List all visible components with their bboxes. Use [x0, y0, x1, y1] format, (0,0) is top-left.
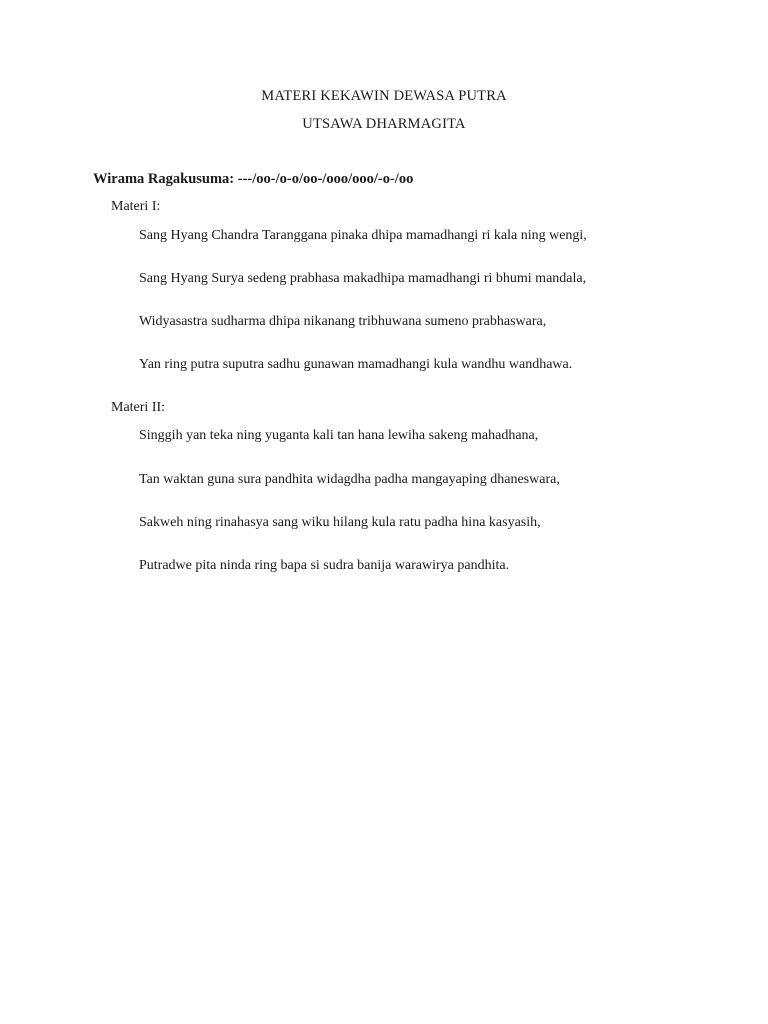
document-subtitle: UTSAWA DHARMAGITA	[302, 116, 466, 132]
materi-1-line-4: Yan ring putra suputra sadhu gunawan mamadhangi kula wandhu wandhawa.	[139, 357, 573, 372]
materi-1-line-1: Sang Hyang Chandra Taranggana pinaka dhipa mamadhangi ri kala ning wengi,	[139, 228, 587, 243]
wirama-pattern: ---/oo-/o-o/oo-/ooo/ooo/-o-/oo	[237, 171, 414, 187]
materi-1-label: Materi I:	[111, 199, 161, 214]
materi-1-line-2: Sang Hyang Surya sedeng prabhasa makadhipa mamadhangi ri bhumi mandala,	[139, 271, 587, 286]
document-title: MATERI KEKAWIN DEWASA PUTRA	[261, 88, 507, 104]
materi-2-line-2: Tan waktan guna sura pandhita widagdha padha mangayaping dhaneswara,	[139, 472, 560, 487]
wirama-heading	[93, 171, 413, 188]
materi-2-line-3: Sakweh ning rinahasya sang wiku hilang kula ratu padha hina kasyasih,	[139, 515, 541, 530]
materi-1-line-3: Widyasastra sudharma dhipa nikanang tribhuwana sumeno prabhaswara,	[139, 314, 547, 329]
materi-2-label: Materi II:	[111, 400, 166, 415]
materi-2-line-1: Singgih yan teka ning yuganta kali tan hana lewiha sakeng mahadhana,	[139, 428, 539, 443]
wirama-label: Wirama Ragakusuma:	[93, 171, 235, 187]
materi-2-line-4: Putradwe pita ninda ring bapa si sudra banija warawirya pandhita.	[139, 558, 510, 573]
